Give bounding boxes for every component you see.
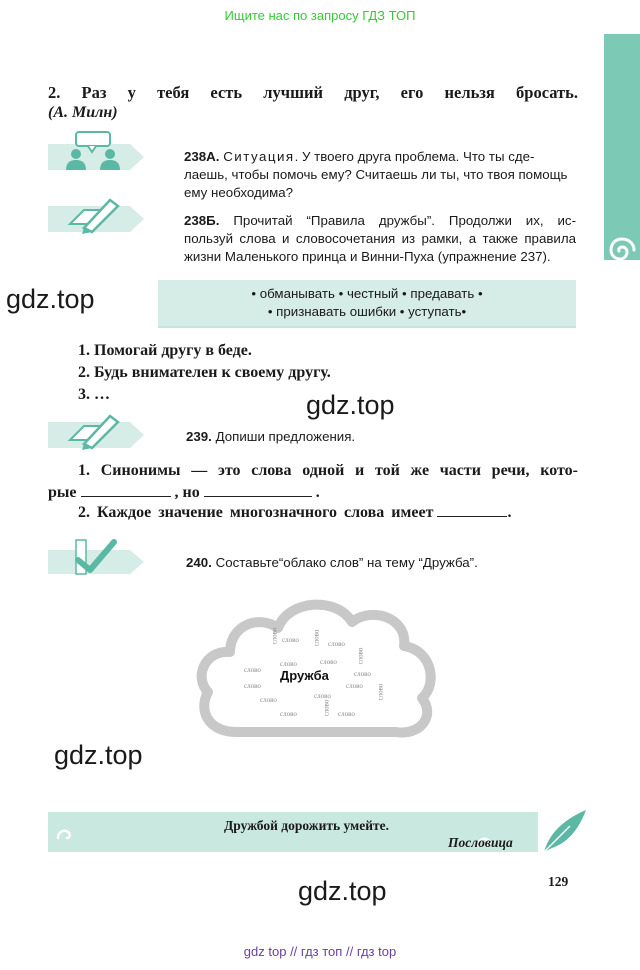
task-239-text: Допиши предложения. [215,429,356,444]
cloud-word: слово [260,696,277,704]
watermark: gdz.top [306,390,395,420]
footer-link[interactable]: гдз top [356,944,397,959]
proverb-text: Дружбой дорожить умейте. [224,818,390,833]
word-box [158,280,576,328]
proverb-bar [48,808,588,854]
word-box-line1: • обманывать • честный • предавать • [251,286,483,301]
rule-item: 2. Будь внимателен к своему другу. [78,364,331,381]
cloud-word: слово [244,666,261,674]
cloud-word: слово [354,670,371,678]
cloud-word: слово [320,658,337,666]
sentence-2 [78,502,578,524]
task-240-text: Составьте“облако слов” на тему “Дружба”. [215,555,478,570]
task-number: 239. [186,429,212,444]
task-239 [186,428,355,446]
watermark: gdz.top [298,876,387,906]
sentence-2-text: 2. Каждое значение многозначного слова имеет [78,504,434,521]
task-number: 238Б. [184,213,220,228]
cloud-word: слово [328,640,345,648]
task-238a-line2: лаешь, чтобы помочь ему? Считаешь ли ты, что твоя помощь [184,167,568,182]
task-238a-line1: . У твоего друга проблема. Что ты сде- [294,149,535,164]
cloud-word: слово [314,692,331,700]
cloud-word: слово [346,682,363,690]
cloud-word: слово [270,627,279,645]
cloud-word: слово [338,710,355,718]
side-tab [604,34,640,260]
cloud-word: слово [282,636,299,644]
task-238a-line3: ему необходима? [184,185,294,200]
swirl-icon [606,234,638,266]
cloud-word: слово [244,682,261,690]
task-238b-line1: Прочитай “Правила дружбы”. Продолжи их, ис- [233,213,577,228]
answer-blank[interactable] [437,503,507,517]
task-number: 238А. [184,149,220,164]
rule-item: 3. … [78,386,110,403]
rule-item: 1. Помогай другу в беде. [78,342,252,359]
cloud-shape [196,592,436,740]
dialogue-people-icon [48,130,148,170]
footer-separator: // [345,944,354,959]
answer-blank[interactable] [81,483,171,497]
task-238b-line2: пользуй слова и словосочетания из рамки, а также правила [184,231,576,246]
footer-links [0,944,640,959]
top-banner: Ищите нас по запросу ГДЗ ТОП [224,8,416,23]
proverb-source: Пословица [448,835,513,850]
sentence-2-end: . [507,504,512,521]
pencil-icon [48,194,148,236]
footer-link[interactable]: гдз топ [300,944,343,959]
task-238a-title: Ситуация [223,149,295,164]
cloud-word: слово [356,647,365,665]
cloud-word: слово [322,699,331,717]
word-box-line2: • признавать ошибки • уступать• [267,304,467,319]
footer-separator: // [290,944,298,959]
feather-icon [540,808,588,854]
cloud-word: слово [312,629,321,647]
task-238b-line3: жизни Маленького принца и Винни-Пуха (упражнение 237). [184,249,551,264]
task-number: 240. [186,555,212,570]
task-240 [186,554,478,572]
cloud-center-word: Дружба [280,668,329,683]
cloud-word: слово [280,710,297,718]
checkmark-icon [48,538,148,576]
word-cloud [196,592,436,740]
page-number: 129 [548,874,569,889]
watermark: gdz.top [6,284,95,314]
sentence-1-end: . [315,484,320,501]
sentence-1: 1. Синонимы — это слова одной и той же части речи, кото- [78,462,578,479]
pencil-icon [48,410,148,452]
quote-author: (А. Милн) [48,104,118,121]
footer-link[interactable]: gdz top [243,944,287,959]
answer-blank[interactable] [204,483,312,497]
task-238b [184,212,576,266]
cloud-word: слово [280,660,297,668]
cloud-word: слово [376,683,385,701]
sentence-1-start: рые [48,484,77,501]
task-238a [184,148,576,202]
quote-text: 2. Раз у тебя есть лучший друг, его нельзя бросать. [48,83,578,102]
rules-list [78,340,331,406]
sentence-1-cont [48,482,568,504]
watermark: gdz.top [54,740,143,770]
sentence-1-mid: , но [174,484,200,501]
